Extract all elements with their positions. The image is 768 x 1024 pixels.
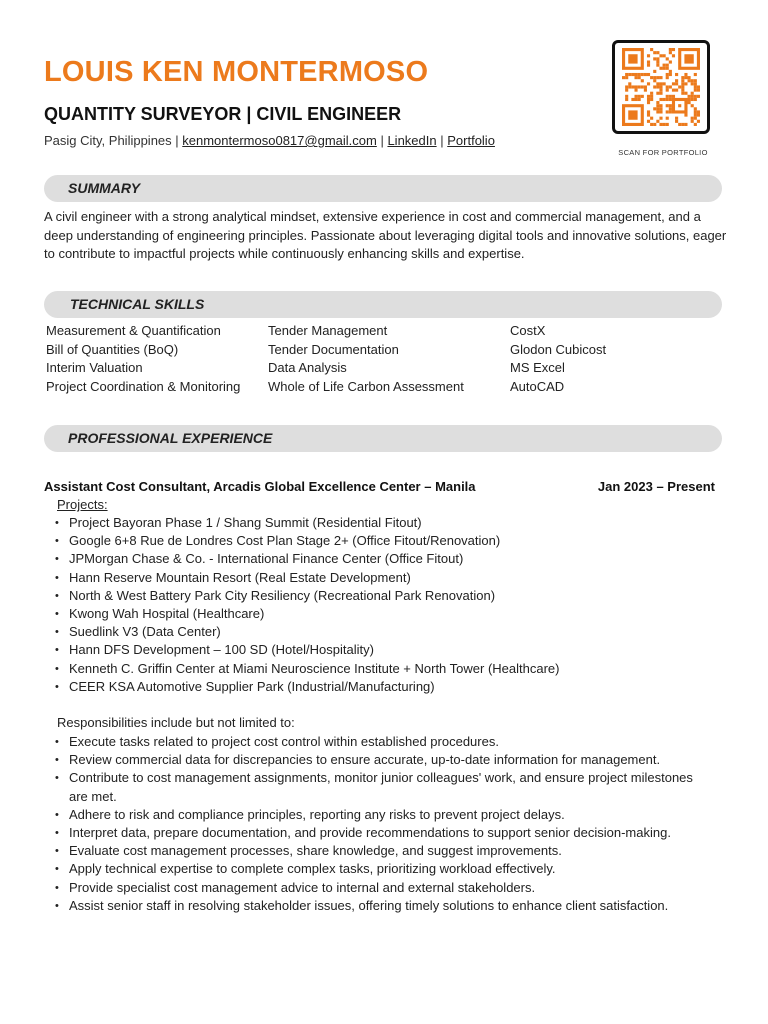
responsibility-item: • Interpret data, prepare documentation, and provide recommendations to support senior decision-making. bbox=[54, 824, 694, 842]
project-item: • North & West Battery Park City Resiliency (Recreational Park Renovation) bbox=[54, 587, 559, 605]
contact-line bbox=[44, 133, 495, 148]
responsibility-item: • Provide specialist cost management advice to internal and external stakeholders. bbox=[54, 879, 694, 897]
skills-column-1 bbox=[46, 322, 240, 396]
skill-item: Tender Management bbox=[268, 323, 388, 338]
project-item: • Google 6+8 Rue de Londres Cost Plan Stage 2+ (Office Fitout/Renovation) bbox=[54, 532, 559, 550]
skills-column-3 bbox=[510, 322, 606, 396]
email-link[interactable]: kenmontermoso0817@gmail.com bbox=[182, 133, 377, 148]
responsibility-item: • Adhere to risk and compliance principles, reporting any risks to prevent project delays. bbox=[54, 806, 694, 824]
section-heading-summary: SUMMARY bbox=[68, 180, 141, 196]
responsibility-item: • Execute tasks related to project cost control within established procedures. bbox=[54, 733, 694, 751]
projects-label: Projects: bbox=[57, 497, 108, 512]
skill-item: Bill of Quantities (BoQ) bbox=[46, 341, 179, 357]
project-item: • Suedlink V3 (Data Center) bbox=[54, 623, 559, 641]
skill-item: AutoCAD bbox=[510, 378, 565, 394]
responsibility-item: • Review commercial data for discrepancies to ensure accurate, up-to-date information for management. bbox=[54, 751, 694, 769]
qr-code-frame[interactable] bbox=[612, 40, 710, 134]
projects-list bbox=[54, 514, 559, 696]
skill-item: Interim Valuation bbox=[46, 360, 143, 375]
skill-item: MS Excel bbox=[510, 360, 565, 375]
location-text: Pasig City, Philippines | bbox=[44, 133, 183, 148]
skill-item: Measurement & Quantification bbox=[46, 323, 221, 338]
skill-item: Tender Documentation bbox=[268, 341, 399, 357]
responsibility-item: • Apply technical expertise to complete complex tasks, prioritizing workload effectively. bbox=[54, 860, 694, 878]
project-item: • JPMorgan Chase & Co. - International Finance Center (Office Fitout) bbox=[54, 550, 559, 568]
section-bar-skills bbox=[44, 291, 722, 318]
project-item: • Project Bayoran Phase 1 / Shang Summit (Residential Fitout) bbox=[54, 514, 559, 532]
project-item: • CEER KSA Automotive Supplier Park (Industrial/Manufacturing) bbox=[54, 678, 559, 696]
separator: | bbox=[380, 133, 388, 148]
section-heading-skills: TECHNICAL SKILLS bbox=[70, 296, 205, 312]
section-bar-experience bbox=[44, 425, 722, 452]
job-date: Jan 2023 – Present bbox=[597, 479, 715, 494]
responsibility-item: • Assist senior staff in resolving stakeholder issues, offering timely solutions to enhance client satisfaction. bbox=[54, 897, 694, 915]
skill-item: Project Coordination & Monitoring bbox=[46, 378, 241, 394]
skill-item: Data Analysis bbox=[268, 360, 347, 375]
section-bar-summary bbox=[44, 175, 722, 202]
skill-item: Whole of Life Carbon Assessment bbox=[268, 378, 464, 394]
project-item: • Hann DFS Development – 100 SD (Hotel/Hospitality) bbox=[54, 641, 559, 659]
section-heading-experience: PROFESSIONAL EXPERIENCE bbox=[68, 430, 273, 446]
project-item: • Hann Reserve Mountain Resort (Real Estate Development) bbox=[54, 569, 559, 587]
responsibility-item: • Evaluate cost management processes, share knowledge, and suggest improvements. bbox=[54, 842, 694, 860]
separator: | bbox=[440, 133, 448, 148]
linkedin-link[interactable]: LinkedIn bbox=[387, 133, 437, 148]
qr-code-icon bbox=[622, 48, 700, 126]
job-title: Assistant Cost Consultant, Arcadis Global Excellence Center – Manila bbox=[44, 479, 476, 494]
responsibilities-list bbox=[54, 733, 694, 915]
project-item: • Kwong Wah Hospital (Healthcare) bbox=[54, 605, 559, 623]
portfolio-link[interactable]: Portfolio bbox=[447, 133, 495, 148]
skills-column-2 bbox=[268, 322, 464, 396]
responsibilities-label: Responsibilities include but not limited to: bbox=[57, 715, 295, 730]
skill-item: CostX bbox=[510, 323, 546, 338]
candidate-name: LOUIS KEN MONTERMOSO bbox=[44, 56, 429, 88]
summary-text: A civil engineer with a strong analytical mindset, extensive experience in cost and commercial management, and a deep understanding of engineering principles. Passionate about leveraging digital tools and innovative solutions, eager to contribute to impactful projects while continuously enhancing skills and expertise. bbox=[44, 209, 727, 261]
job-headline: QUANTITY SURVEYOR | CIVIL ENGINEER bbox=[44, 104, 402, 124]
responsibility-item: • Contribute to cost management assignments, monitor junior colleagues' work, and ensure project milestones are met. bbox=[54, 769, 694, 805]
skill-item: Glodon Cubicost bbox=[510, 341, 607, 357]
project-item: • Kenneth C. Griffin Center at Miami Neuroscience Institute + North Tower (Healthcare) bbox=[54, 660, 559, 678]
qr-caption: SCAN FOR PORTFOLIO bbox=[618, 148, 708, 157]
